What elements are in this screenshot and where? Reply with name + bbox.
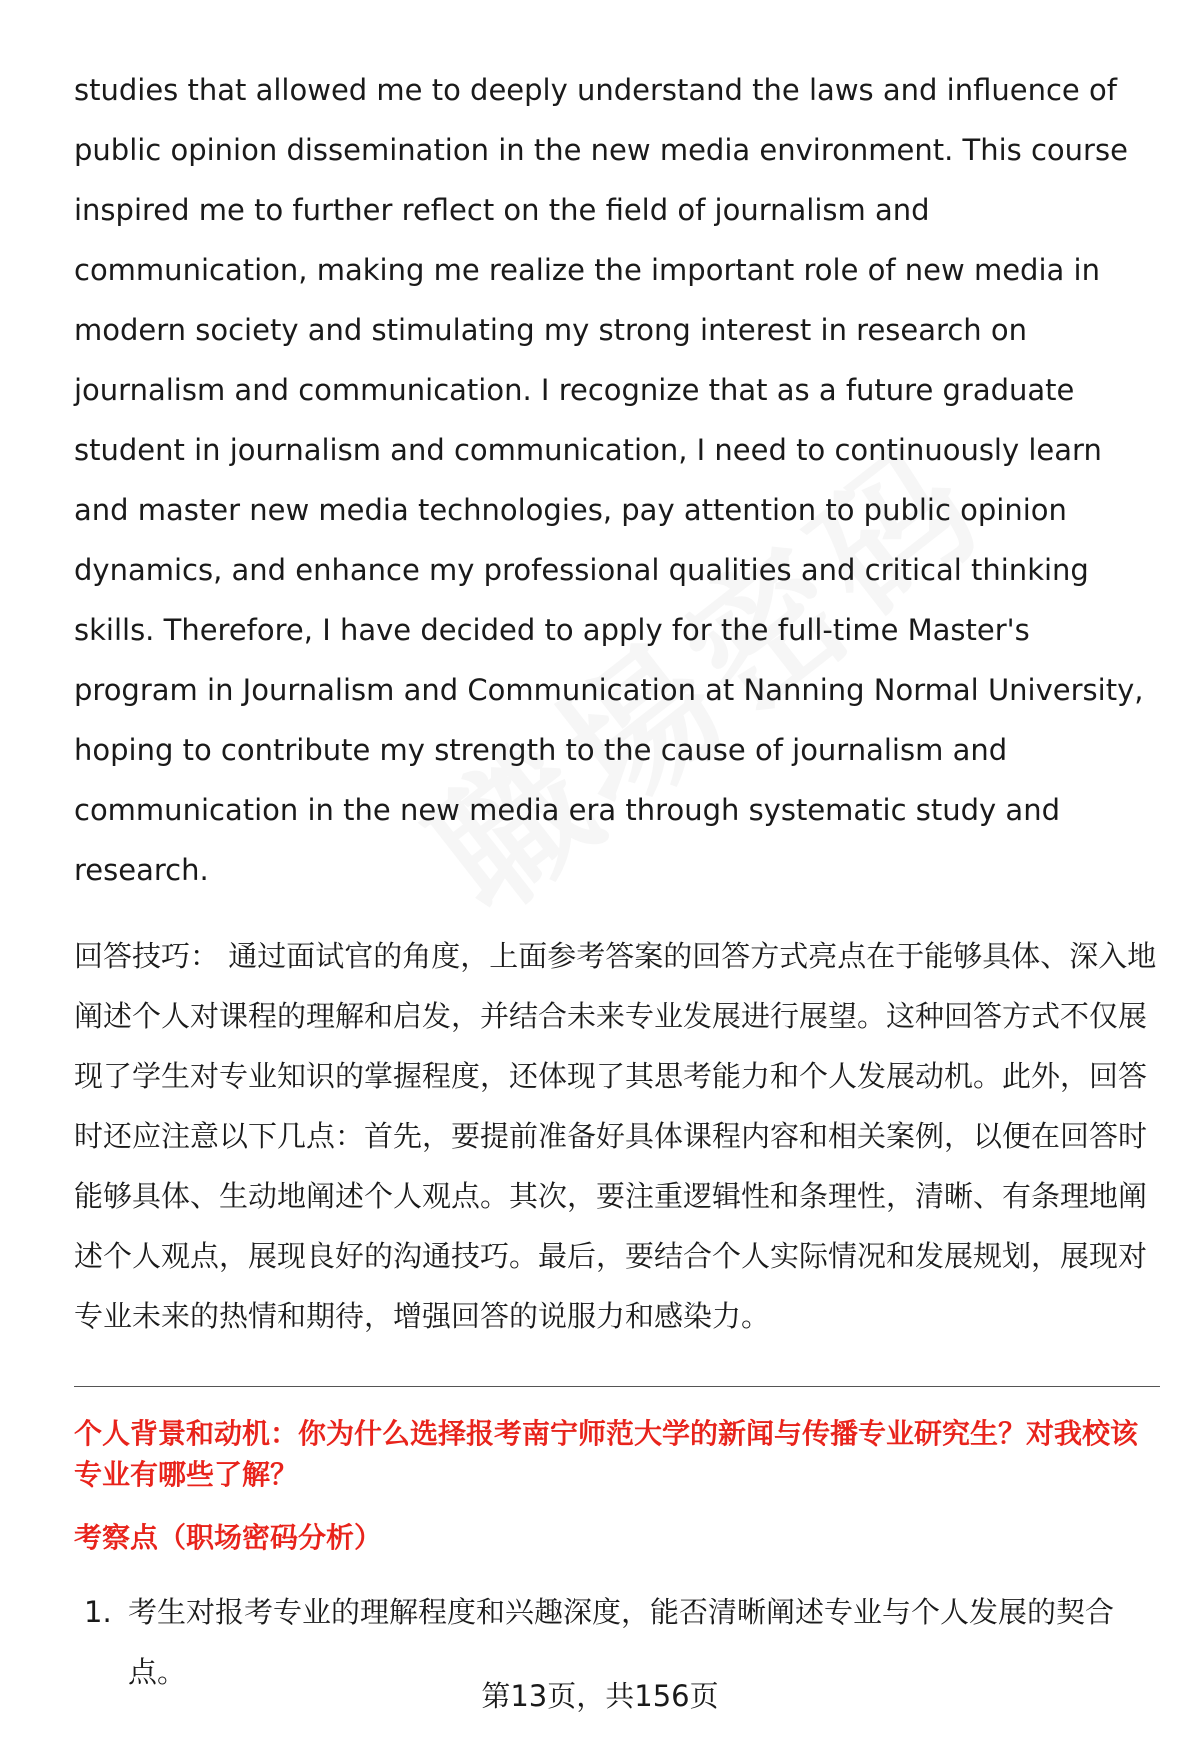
section-divider <box>74 1386 1160 1387</box>
answer-tips-paragraph: 回答技巧： 通过面试官的角度，上面参考答案的回答方式亮点在于能够具体、深入地阐述个人对课程的理解和启发，并结合未来专业发展进行展望。这种回答方式不仅展现了学生对专业知识的掌握程度，还体现了其思考能力和个人发展动机。此外，回答时还应注意以下几点：首先，要提前准备好具体课程内容和相关案例，以便在回答时能够具体、生动地阐述个人观点。其次，要注重逻辑性和条理性，清晰、有条理地阐述个人观点，展现良好的沟通技巧。最后，要结合个人实际情况和发展规划，展现对专业未来的热情和期待，增强回答的说服力和感染力。 <box>74 939 1157 1333</box>
page-number-footer: 第13页，共156页 <box>481 1679 719 1713</box>
assessment-points-heading: 考察点（职场密码分析） <box>74 1521 383 1554</box>
english-answer-paragraph: studies that allowed me to deeply understand the laws and influence of public opinion dissemination in the new media environment. This course inspired me to further reflect on the field of journalism and communication, making me realize the important role of new media in modern society and stimulating my strong interest in research on journalism and communication. I recognize that as a future graduate student in journalism and communication, I need to continuously learn and master new media technologies, pay attention to public opinion dynamics, and enhance my professional qualities and critical thinking skills. Therefore, I have decided to apply for the full-time Master's program in Journalism and Communication at Nanning Normal University, hoping to contribute my strength to the cause of journalism and communication in the new media era through systematic study and research. <box>74 73 1144 887</box>
list-item-number: 1. <box>84 1595 112 1629</box>
interview-question: 个人背景和动机：你为什么选择报考南宁师范大学的新闻与传播专业研究生？对我校该专业有哪些了解？ <box>74 1417 1139 1491</box>
document-content <box>74 60 1160 1702</box>
list-item-text: 考生对报考专业的理解程度和兴趣深度，能否清晰阐述专业与个人发展的契合点。 <box>128 1595 1115 1689</box>
